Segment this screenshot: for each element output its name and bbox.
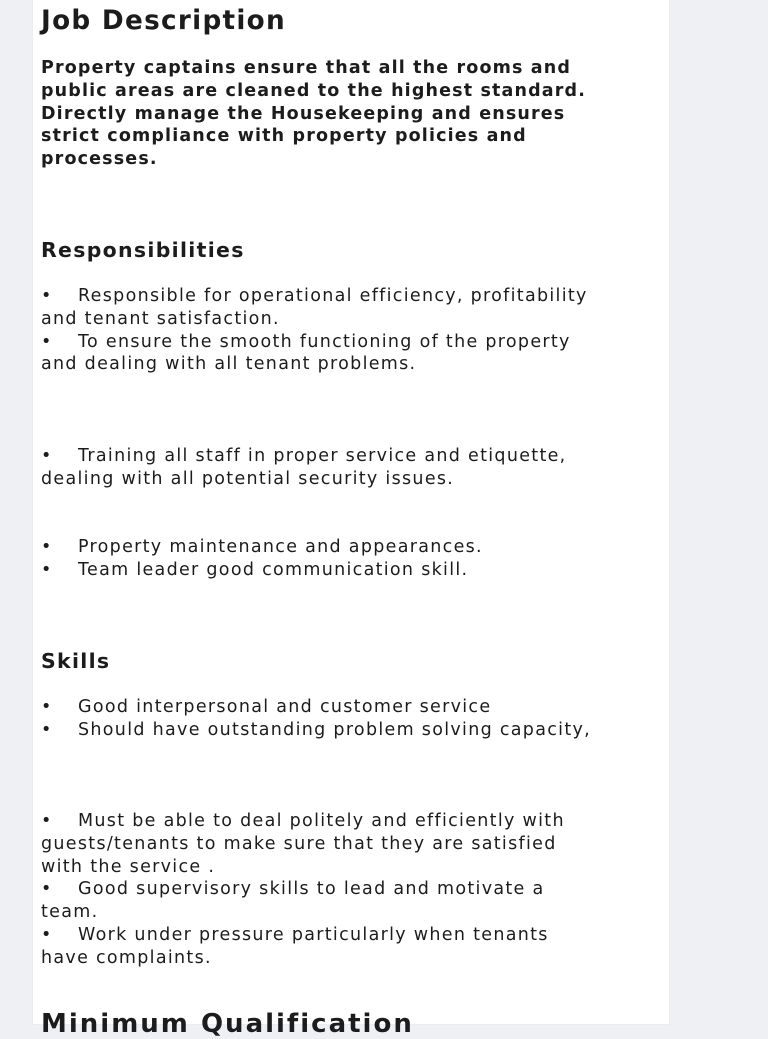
skill-item: • Must be able to deal politely and efficiently with guests/tenants to make sure that they are satisfied with the service . — [41, 811, 565, 877]
bullet-icon: • — [41, 811, 53, 831]
bullet-icon: • — [41, 446, 53, 466]
bullet-icon: • — [41, 924, 53, 945]
responsibility-item: • Team leader good communication skill. — [41, 559, 469, 580]
skill-item: • Work under pressure particularly when tenants have complaints. — [41, 924, 549, 968]
responsibility-item: • To ensure the smooth functioning of the property and dealing with all tenant problems. — [41, 331, 571, 375]
skills-group-2 — [41, 810, 601, 970]
skills-group-1 — [41, 696, 601, 742]
bullet-icon: • — [41, 719, 53, 740]
responsibility-item: • Training all staff in proper service and etiquette, dealing with all potential security issues. — [41, 446, 567, 489]
responsibilities-group-3 — [41, 536, 601, 582]
skills-heading: Skills — [41, 649, 111, 673]
bullet-icon: • — [41, 331, 53, 352]
bullet-icon: • — [41, 537, 53, 557]
skill-item: • Good interpersonal and customer service — [41, 697, 492, 717]
responsibilities-group-1 — [41, 285, 601, 376]
responsibilities-heading: Responsibilities — [41, 238, 245, 262]
bullet-icon: • — [41, 879, 53, 900]
responsibility-item: • Property maintenance and appearances. — [41, 537, 483, 557]
job-description-heading: Job Description — [41, 6, 287, 36]
bullet-icon: • — [41, 286, 53, 306]
bullet-icon: • — [41, 559, 53, 580]
responsibilities-group-2 — [41, 445, 601, 491]
minimum-qualification-heading: Minimum Qualification — [41, 1009, 414, 1039]
responsibility-item: • Responsible for operational efficiency, profitability and tenant satisfaction. — [41, 286, 588, 329]
skill-item: • Good supervisory skills to lead and motivate a team. — [41, 879, 545, 923]
skill-item: • Should have outstanding problem solving capacity, — [41, 719, 591, 740]
job-description-intro: Property captains ensure that all the rooms and public areas are cleaned to the highest standard. Directly manage the Housekeeping and ensures strict compliance with property policies and processes. — [41, 58, 586, 170]
bullet-icon: • — [41, 697, 53, 717]
